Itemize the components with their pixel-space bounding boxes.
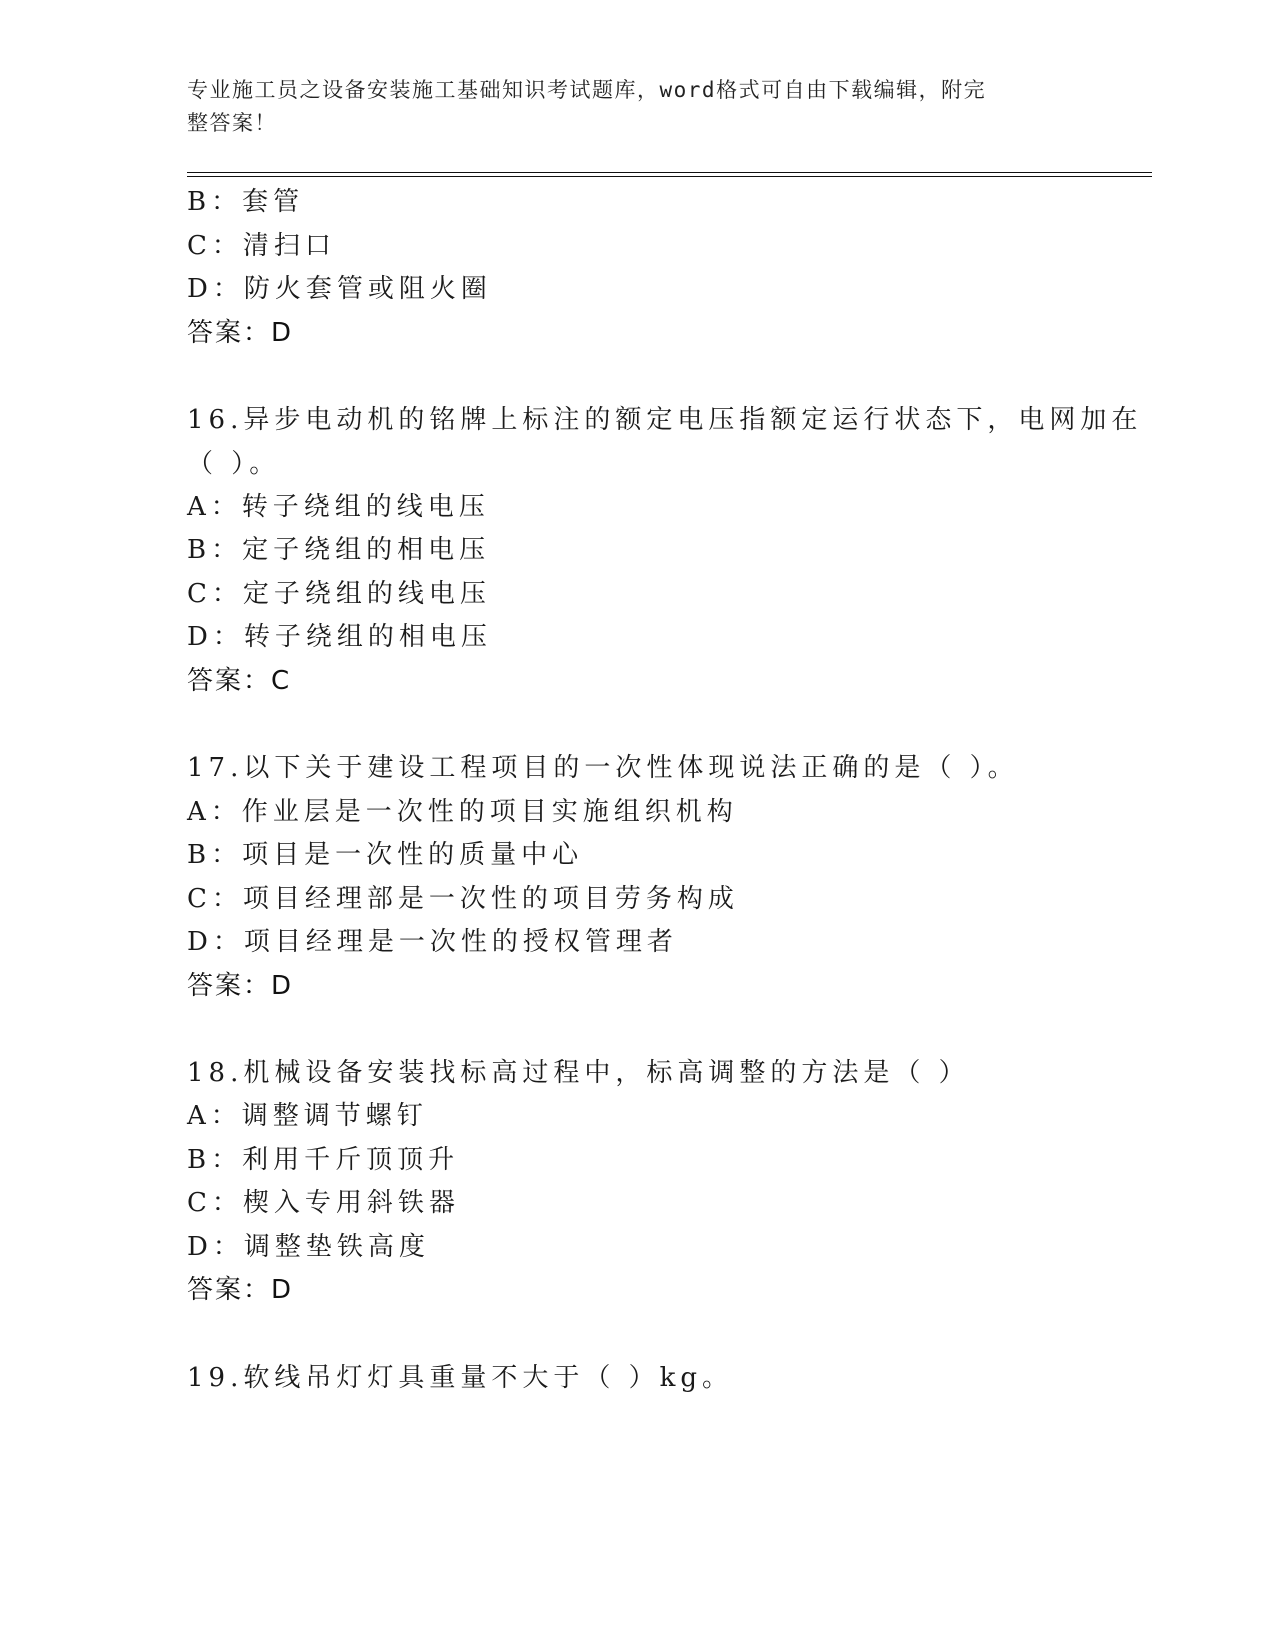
header-line-2: 整答案！ (187, 111, 277, 135)
header-rule-bottom (187, 176, 1152, 177)
q18-option-d: D：调整垫铁高度 (187, 1232, 430, 1262)
q18-option-b: B：利用千斤顶顶升 (187, 1145, 460, 1175)
q16-answer: 答案：C (187, 666, 292, 696)
q16-option-d: D：转子绕组的相电压 (187, 622, 492, 652)
q16-stem-line-1: 16.异步电动机的铭牌上标注的额定电压指额定运行状态下，电网加在 (187, 405, 1143, 435)
q18-option-c: C：楔入专用斜铁器 (187, 1188, 460, 1218)
document-header (187, 74, 1067, 140)
q15-option-b: B：套管 (187, 187, 305, 217)
q15-option-d: D：防火套管或阻火圈 (187, 274, 492, 304)
q16-option-b: B：定子绕组的相电压 (187, 535, 491, 565)
q17-option-a: A：作业层是一次性的项目实施组织机构 (187, 797, 738, 827)
q17-option-c: C：项目经理部是一次性的项目劳务构成 (187, 884, 739, 914)
q17-option-d: D：项目经理是一次性的授权管理者 (187, 927, 678, 957)
q17-option-b: B：项目是一次性的质量中心 (187, 840, 584, 870)
header-line-1: 专业施工员之设备安装施工基础知识考试题库，word格式可自由下载编辑，附完 (187, 78, 987, 102)
q18-stem-line-1: 18.机械设备安装找标高过程中，标高调整的方法是（ ） (187, 1058, 970, 1088)
q19-stem-line-1: 19.软线吊灯灯具重量不大于（ ）kg。 (187, 1363, 734, 1393)
q17-stem-line-1: 17.以下关于建设工程项目的一次性体现说法正确的是（ ）。 (187, 753, 1019, 783)
q16-option-a: A：转子绕组的线电压 (187, 492, 490, 522)
header-rule-top (187, 172, 1152, 173)
q18-option-a: A：调整调节螺钉 (187, 1101, 428, 1131)
q15-answer: 答案：D (187, 318, 294, 348)
q16-option-c: C：定子绕组的线电压 (187, 579, 491, 609)
q17-answer: 答案：D (187, 971, 294, 1001)
q16-stem-line-2: （ ）。 (187, 449, 281, 479)
q18-answer: 答案：D (187, 1275, 294, 1305)
q15-option-c: C：清扫口 (187, 231, 336, 261)
